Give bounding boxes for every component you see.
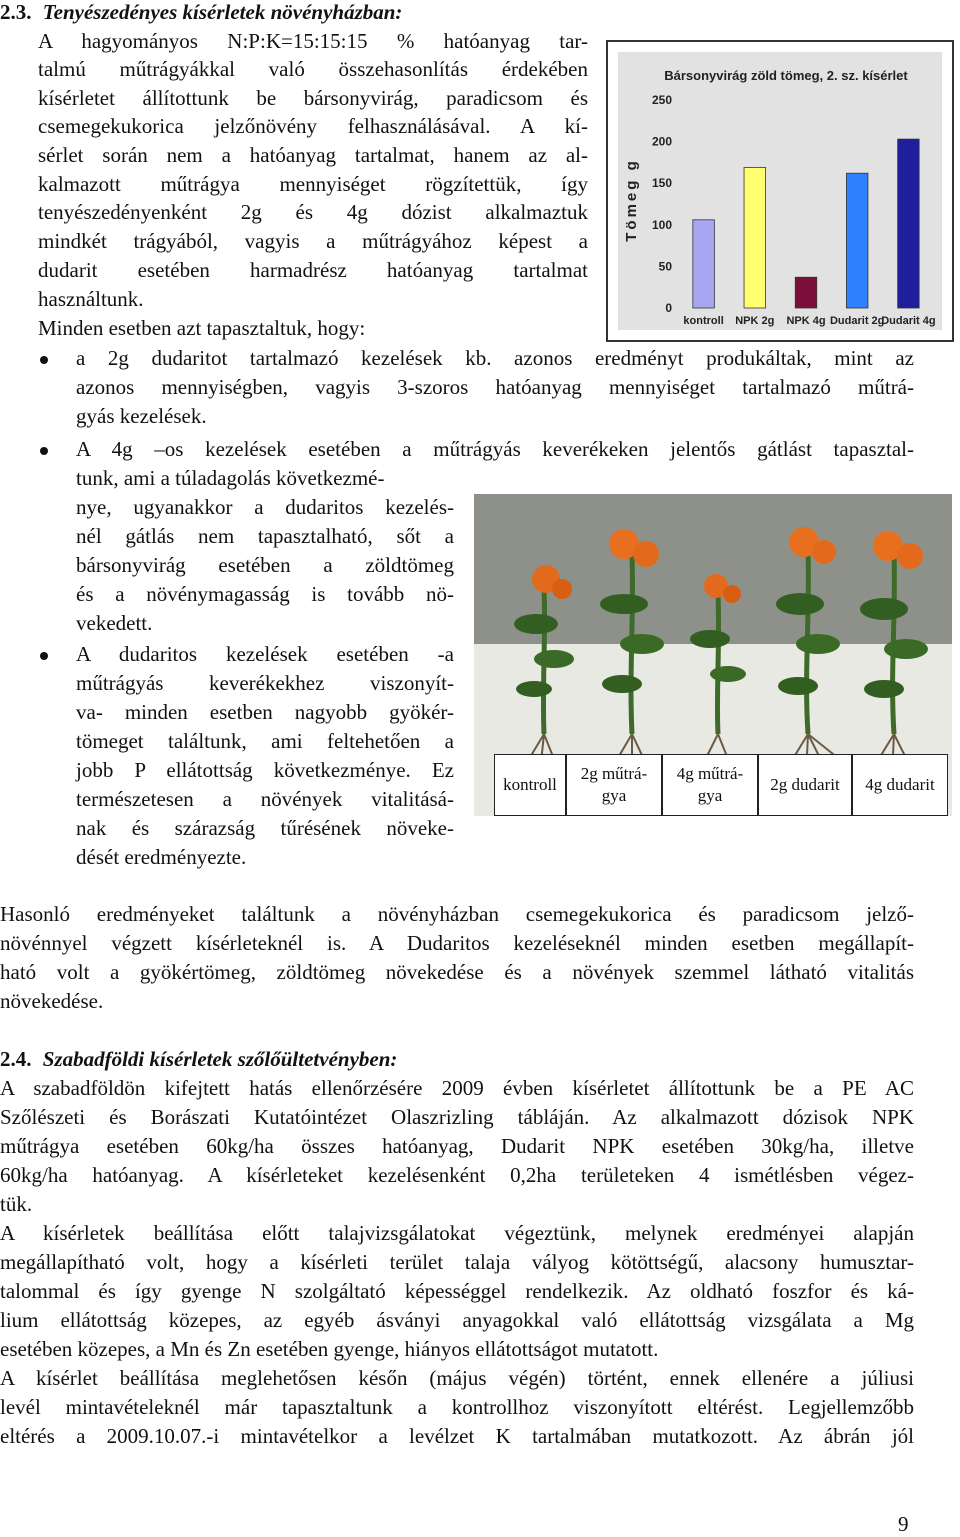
y-tick-label: 200 bbox=[651, 134, 672, 149]
text-line: va- minden esetben nagyobb gyökér- bbox=[76, 700, 454, 724]
text-line: Hasonló eredményeket találtunk a növényházban csemegekukorica és paradicsom jelző- bbox=[0, 902, 914, 926]
chart-category-labels bbox=[683, 315, 935, 327]
photo-label-2g-mutragya: 2g műtrá- gya bbox=[566, 754, 662, 816]
text-line: A 4g –os kezelések esetében a műtrágyás keverékeken jelentős gátlást tapasztal- bbox=[76, 437, 914, 461]
section-number: 2.3. bbox=[0, 0, 32, 24]
bar-npk-2g bbox=[744, 167, 766, 308]
y-tick-label: 150 bbox=[651, 176, 672, 191]
text-line: tük. bbox=[0, 1192, 33, 1216]
text-line: növekedése. bbox=[0, 989, 104, 1013]
bar-npk-4g bbox=[795, 277, 817, 308]
y-tick-label: 0 bbox=[665, 301, 672, 315]
text-line: A dudaritos kezelések esetében -a bbox=[76, 642, 454, 666]
y-tick-label: 50 bbox=[658, 259, 672, 274]
text-line: bársonyvirág esetében a zöldtömeg bbox=[76, 553, 454, 577]
text-line: A szabadföldön kifejtett hatás ellenőrzésére 2009 évben kísérletet állítottunk be a PE AC bbox=[0, 1076, 914, 1100]
photo-label-2g-dudarit: 2g dudarit bbox=[758, 754, 852, 816]
text-line: talommal és így gyenge N szolgáltató képességgel rendelkezik. Az oldható foszfor és ká- bbox=[0, 1279, 914, 1303]
text-line: tenyészedényenként 2g és 4g dózist alkalmaztuk bbox=[38, 200, 588, 224]
text-line: sérlet során nem a hatóanyag tartalmat, hanem az al- bbox=[38, 143, 588, 167]
chart-bars bbox=[693, 139, 919, 308]
text-line: 60kg/ha hatóanyag. A kísérleteket kezelésenként 0,2ha területeken 4 ismétlésben végez- bbox=[0, 1163, 914, 1187]
section-heading-2-4 bbox=[0, 1045, 397, 1074]
text-line: A hagyományos N:P:K=15:15:15 % hatóanyag tar- bbox=[38, 29, 588, 53]
text-line: eltérés a 2009.10.07.-i mintavételkor a levélzet K tartalmában mutatkozott. Az ábrán jól bbox=[0, 1424, 914, 1448]
text-line: és a növénymagasság is tovább nö- bbox=[76, 582, 454, 606]
text-line: megállapítható volt, hogy a kísérleti terület talaja vályog kötöttségű, alacsony humusztar- bbox=[0, 1250, 914, 1274]
text-line: műtrágyás keverékekhez viszonyít- bbox=[76, 671, 454, 695]
text-line: nak és szárazság tűrésének növeke- bbox=[76, 816, 454, 840]
chart-plot-background bbox=[618, 52, 942, 330]
text-line: esetében közepes, a Mn és Zn esetében gyenge, hiányos ellátottságot mutatott. bbox=[0, 1337, 659, 1361]
text-line: a 2g dudaritot tartalmazó kezelések kb. azonos eredményt produkáltak, mint az bbox=[76, 346, 914, 370]
category-label: NPK 4g bbox=[786, 315, 826, 327]
bullet-icon bbox=[40, 652, 48, 660]
text-line: levél mintavételeknél már tapasztaltunk a kontrollhoz viszonyított eltérést. Legjellemzőbb bbox=[0, 1395, 914, 1419]
photo-label-4g-dudarit: 4g dudarit bbox=[852, 754, 948, 816]
section-title: Tenyészedényes kísérletek növényházban: bbox=[42, 0, 403, 24]
photo-label-4g-mutragya: 4g műtrá- gya bbox=[662, 754, 758, 816]
category-label: kontroll bbox=[683, 315, 724, 327]
text-line: mindkét trágyából, vagyis a műtrágyához képest a bbox=[38, 229, 588, 253]
category-label: Dudarit 2g bbox=[829, 315, 885, 327]
text-line: műtrágya esetében 60kg/ha összes hatóanyag, Dudarit NPK esetében 30kg/ha, illetve bbox=[0, 1134, 914, 1158]
section-title: Szabadföldi kísérletek szőlőültetvényben: bbox=[42, 1047, 398, 1071]
category-label: Dudarit 4g bbox=[881, 315, 936, 327]
section-number: 2.4. bbox=[0, 1047, 32, 1071]
text-line: dését eredményezte. bbox=[76, 845, 247, 869]
text-line: csemegekukorica jelzőnövény felhasználásával. A kí- bbox=[38, 114, 588, 138]
text-line: tömeget találtunk, ami feltehetően a bbox=[76, 729, 454, 753]
text-line: kalmazott műtrágya mennyiséget rögzítettük, így bbox=[38, 172, 588, 196]
text-line: dudarit esetében harmadrész hatóanyag tartalmat bbox=[38, 258, 588, 282]
text-line: A kísérletek beállítása előtt talajvizsgálatokat végeztünk, melynek eredményei alapján bbox=[0, 1221, 914, 1245]
chart-title: Bársonyvirág zöld tömeg, 2. sz. kísérlet bbox=[664, 68, 908, 83]
y-tick-label: 250 bbox=[651, 93, 672, 107]
text-line: nél gátlás nem tapasztalható, sőt a bbox=[76, 524, 454, 548]
text-line: azonos mennyiségben, vagyis 3-szoros hatóanyag mennyiséget tartalmazó műtrá- bbox=[76, 375, 914, 399]
text-line: gyás kezelések. bbox=[76, 404, 207, 428]
text-line: jobb P ellátottság következménye. Ez bbox=[76, 758, 454, 782]
text-line: nye, ugyanakkor a dudaritos kezelés- bbox=[76, 495, 454, 519]
text-line: természetesen a növények vitalitásá- bbox=[76, 787, 454, 811]
page-number: 9 bbox=[898, 1512, 909, 1536]
text-line: tunk, ami a túladagolás következmé- bbox=[76, 466, 385, 490]
section-heading-2-3 bbox=[0, 0, 402, 27]
chart-svg bbox=[618, 52, 942, 330]
text-line: Minden esetben azt tapasztaltuk, hogy: bbox=[38, 316, 366, 340]
bar-chart bbox=[606, 40, 954, 342]
text-line: lium ellátottság közepes, az egyéb ásványi anyagokkal való ellátottság vizsgálata a Mg bbox=[0, 1308, 914, 1332]
text-line: növénnyel végzett kísérleteknél is. A Dudaritos kezeléseknél minden esetben megállapít- bbox=[0, 931, 914, 955]
text-line: A kísérlet beállítása meglehetősen későn (május végén) történt, ennek ellenére a júliusi bbox=[0, 1366, 914, 1390]
bullet-icon bbox=[40, 356, 48, 364]
text-line: vekedett. bbox=[76, 611, 153, 635]
text-line: ható volt a gyökértömeg, zöldtömeg növekedése és a növények szemmel látható vitalitás bbox=[0, 960, 914, 984]
category-label: NPK 2g bbox=[735, 315, 775, 327]
chart-y-axis-label: Tömeg g bbox=[623, 158, 640, 242]
text-line: használtunk. bbox=[38, 287, 144, 311]
bar-kontroll bbox=[693, 220, 715, 308]
bar-dudarit-2g bbox=[846, 173, 868, 308]
y-tick-label: 100 bbox=[651, 217, 672, 232]
chart-y-ticks bbox=[652, 93, 672, 315]
text-line: kísérletet állítottunk be bársonyvirág, paradicsom és bbox=[38, 86, 588, 110]
text-line: Szőlészeti és Borászati Kutatóintézet Olaszrizling tábláján. Az alkalmazott dózisok NPK bbox=[0, 1105, 914, 1129]
photo-label-kontroll: kontroll bbox=[494, 754, 566, 816]
bar-dudarit-4g bbox=[898, 139, 920, 308]
bullet-icon bbox=[40, 447, 48, 455]
text-line: talmú műtrágyákkal való összehasonlítás érdekében bbox=[38, 57, 588, 81]
